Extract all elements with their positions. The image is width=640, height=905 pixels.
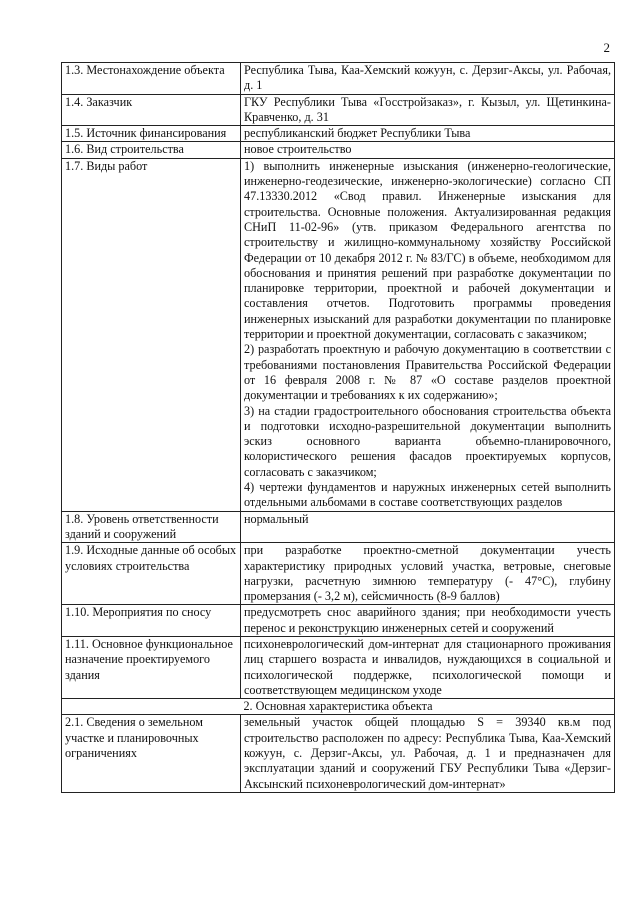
value-paragraph: предусмотреть снос аварийного здания; при необходимости учесть перенос и реконструкцию инженерных сетей и сооружений [244,605,611,635]
value-paragraph: нормальный [244,511,309,526]
table-row [62,511,615,543]
page-number: 2 [603,40,610,55]
value-paragraph: 3) на стадии градостроительного обоснования строительства объекта и подготовки исходно-разрешительной документации выполнить эскиз основного варианта объемно-планировочного, колористического решения фасадов проектируемых корпусов, согласовать с заказчиком; [244,403,611,479]
table-row [62,126,615,142]
value-paragraph: новое строительство [244,142,352,157]
row-value [241,511,615,543]
table-row [62,94,615,126]
row-label: 1.9. Исходные данные об особых условиях строительства [62,543,241,605]
row-label: 1.7. Виды работ [62,158,241,511]
table-row [62,158,615,511]
table-row [62,715,615,792]
row-label: 1.8. Уровень ответственности зданий и сооружений [62,511,241,543]
row-value [241,543,615,605]
value-paragraph: 4) чертежи фундаментов и наружных инженерных сетей выполнить отдельными альбомами в составе соответствующих разделов [244,480,611,510]
table-row [62,605,615,637]
row-label: 1.11. Основное функциональное назначение проектируемого здания [62,636,241,698]
table-row [62,636,615,698]
row-value [241,63,615,95]
row-value [241,126,615,142]
row-value [241,715,615,792]
row-value [241,605,615,637]
row-label: 1.6. Вид строительства [62,142,241,158]
row-label: 1.5. Источник финансирования [62,126,241,142]
specification-table [61,62,615,793]
row-value [241,142,615,158]
row-label: 1.4. Заказчик [62,94,241,126]
row-value [241,94,615,126]
value-paragraph: земельный участок общей площадью S = 39340 кв.м под строительство расположен по адресу: Республика Тыва, Каа-Хемский кожуун, с. Дерзиг-Аксы, ул. Рабочая, д. 1 и предназначен для эксплуатации зданий и сооружений ГБУ Республики Тыва «Дерзиг-Аксынский психоневрологический дом-интернат» [244,715,611,791]
value-paragraph: при разработке проектно-сметной документации учесть характеристику природных условий участка, ветровые, снеговые нагрузки, расчетную зимнюю температуру (- 47°С), глубину промерзания (- 3,2 м), сейсмичность (8-9 баллов) [244,543,611,604]
value-paragraph: психоневрологический дом-интернат для стационарного проживания лиц старшего возраста и инвалидов, нуждающихся в социальной и психологической поддержке, психологической помощи и соответствующем медицинском уходе [244,636,611,697]
table-row [62,142,615,158]
value-paragraph: 2) разработать проектную и рабочую документацию в соответствии с требованиями постановления Правительства Российской Федерации от 16 февраля 2008 г. № 87 «О составе разделов проектной документации и требованиях к их содержанию»; [244,342,611,403]
row-label: 2.1. Сведения о земельном участке и планировочных ограничениях [62,715,241,792]
value-paragraph: республиканский бюджет Республики Тыва [244,126,471,141]
value-paragraph: 1) выполнить инженерные изыскания (инженерно-геологические, инженерно-геодезические, инженерно-экологические) согласно СП 47.13330.2012 «Свод правил. Инженерные изыскания для строительства. Основные положения. Актуализированная редакция СНиП 11-02-96» (утв. приказом Федерального агентства по строительству и жилищно-коммунальному хозяйству Российской Федерации от 10 декабря 2012 г. № 83/ГС) в объеме, необходимом для обоснования и принятия решений при разработке документации по планировке территории, проектной и рабочей документации и составления отчетов. Подготовить программы проведения инженерных изысканий для разработки документации по планировке территории и проектной документации, согласовать с заказчиком; [244,158,611,342]
row-label: 1.10. Мероприятия по сносу [62,605,241,637]
section-heading: 2. Основная характеристика объекта [62,699,615,715]
table-row [62,63,615,95]
value-paragraph: Республика Тыва, Каа-Хемский кожуун, с. Дерзиг-Аксы, ул. Рабочая, д. 1 [244,63,611,93]
value-paragraph: ГКУ Республики Тыва «Госстройзаказ», г. Кызыл, ул. Щетинкина-Кравченко, д. 31 [244,94,611,124]
section-heading-row [62,699,615,715]
row-value [241,158,615,511]
row-label: 1.3. Местонахождение объекта [62,63,241,95]
row-value [241,636,615,698]
table-row [62,543,615,605]
